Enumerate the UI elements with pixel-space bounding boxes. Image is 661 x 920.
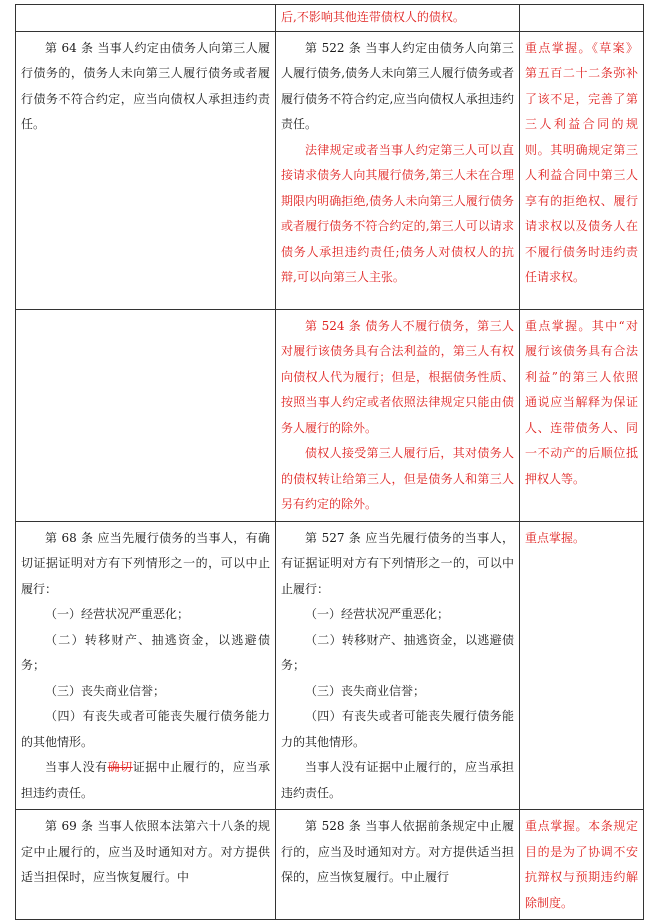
table-row xyxy=(16,5,644,32)
old-law-cell xyxy=(16,810,276,920)
text-segment: 证据中止履行的，应当承担违约责任。 xyxy=(21,760,270,800)
list-item: （一）经营状况严重恶化； xyxy=(305,607,450,621)
note-cell: 重点掌握。 xyxy=(520,521,644,810)
list-item: （二）转移财产、抽逃资金，以逃避债务； xyxy=(21,632,270,672)
new-law-cell xyxy=(276,810,520,920)
note-cell: 重点掌握。《草案》第五百二十二条弥补了该不足，完善了第三人利益合同的规则。其明确规定第三人利益合同中第三人享有的拒绝权、履行请求权以及债务人在不履行债务时违约责任请求权。 xyxy=(520,31,644,309)
list-item: （四）有丧失或者可能丧失履行债务能力的其他情形。 xyxy=(21,709,270,749)
list-item: （一）经营状况严重恶化； xyxy=(45,607,190,621)
list-item: （四）有丧失或者可能丧失履行债务能力的其他情形。 xyxy=(281,709,514,749)
new-law-cell xyxy=(276,521,520,810)
article-522: 第 522 条 当事人约定由债务人向第三人履行债务,债务人未向第三人履行债务或者履行债务不符合约定,应当向债权人承担违约责任。 xyxy=(281,40,514,131)
text-segment: 当事人没有 xyxy=(45,760,108,774)
article-522-new-paragraph: 法律规定或者当事人约定第三人可以直接请求债务人向其履行债务,第三人未在合理期限内明确拒绝,债务人未向第三人履行债务或者履行债务不符合约定的,第三人可以请求债务人承担违约责任;债务人对债权人的抗辩,可以向第三人主张。 xyxy=(281,142,514,284)
article-68-last-paragraph xyxy=(21,755,270,806)
table-row xyxy=(16,810,644,920)
list-item: （二）转移财产、抽逃资金，以逃避债务； xyxy=(281,632,514,672)
old-law-cell xyxy=(16,5,276,32)
article-64: 第 64 条 当事人约定由债务人向第三人履行债务的，债务人未向第三人履行债务或者履行债务不符合约定，应当向债权人承担违约责任。 xyxy=(21,40,270,131)
article-524: 第 524 条 债务人不履行债务，第三人对履行该债务具有合法利益的，第三人有权向债权人代为履行；但是，根据债务性质、按照当事人约定或者依照法律规定只能由债务人履行的除外。 xyxy=(281,318,514,435)
old-law-cell xyxy=(16,521,276,810)
list-item: （三）丧失商业信誉； xyxy=(45,683,166,698)
article-527-last-paragraph: 当事人没有证据中止履行的，应当承担违约责任。 xyxy=(281,760,514,800)
table-row xyxy=(16,309,644,521)
new-law-cell xyxy=(276,5,520,32)
table-row xyxy=(16,521,644,810)
new-law-cell xyxy=(276,309,520,521)
new-law-cell xyxy=(276,31,520,309)
article-527: 第 527 条 应当先履行债务的当事人，有证据证明对方有下列情形之一的，可以中止履行： xyxy=(281,530,514,596)
list-item: （三）丧失商业信誉； xyxy=(305,683,426,698)
note-cell: 重点掌握。其中“对履行该债务具有合法利益”的第三人依照通说应当解释为保证人、连带债务人、同一不动产的后顺位抵押权人等。 xyxy=(520,309,644,521)
table-row xyxy=(16,31,644,309)
note-cell: 重点掌握。本条规定目的是为了协调不安抗辩权与预期违约解除制度。 xyxy=(520,810,644,920)
law-comparison-table xyxy=(15,4,644,920)
article-528: 第 528 条 当事人依据前条规定中止履行的，应当及时通知对方。对方提供适当担保的，应当恢复履行。中止履行 xyxy=(281,819,514,884)
article-69: 第 69 条 当事人依照本法第六十八条的规定中止履行的，应当及时通知对方。对方提供适当担保时，应当恢复履行。中 xyxy=(21,819,270,884)
article-68: 第 68 条 应当先履行债务的当事人，有确切证据证明对方有下列情形之一的，可以中止履行： xyxy=(21,530,270,596)
article-text: 后,不影响其他连带债权人的债权。 xyxy=(281,10,465,24)
deleted-text: 确切 xyxy=(107,760,133,774)
article-524-paragraph-2: 债权人接受第三人履行后，其对债务人的债权转让给第三人，但是债务人和第三人另有约定的除外。 xyxy=(281,446,514,511)
note-cell xyxy=(520,5,644,32)
old-law-cell xyxy=(16,31,276,309)
old-law-cell xyxy=(16,309,276,521)
